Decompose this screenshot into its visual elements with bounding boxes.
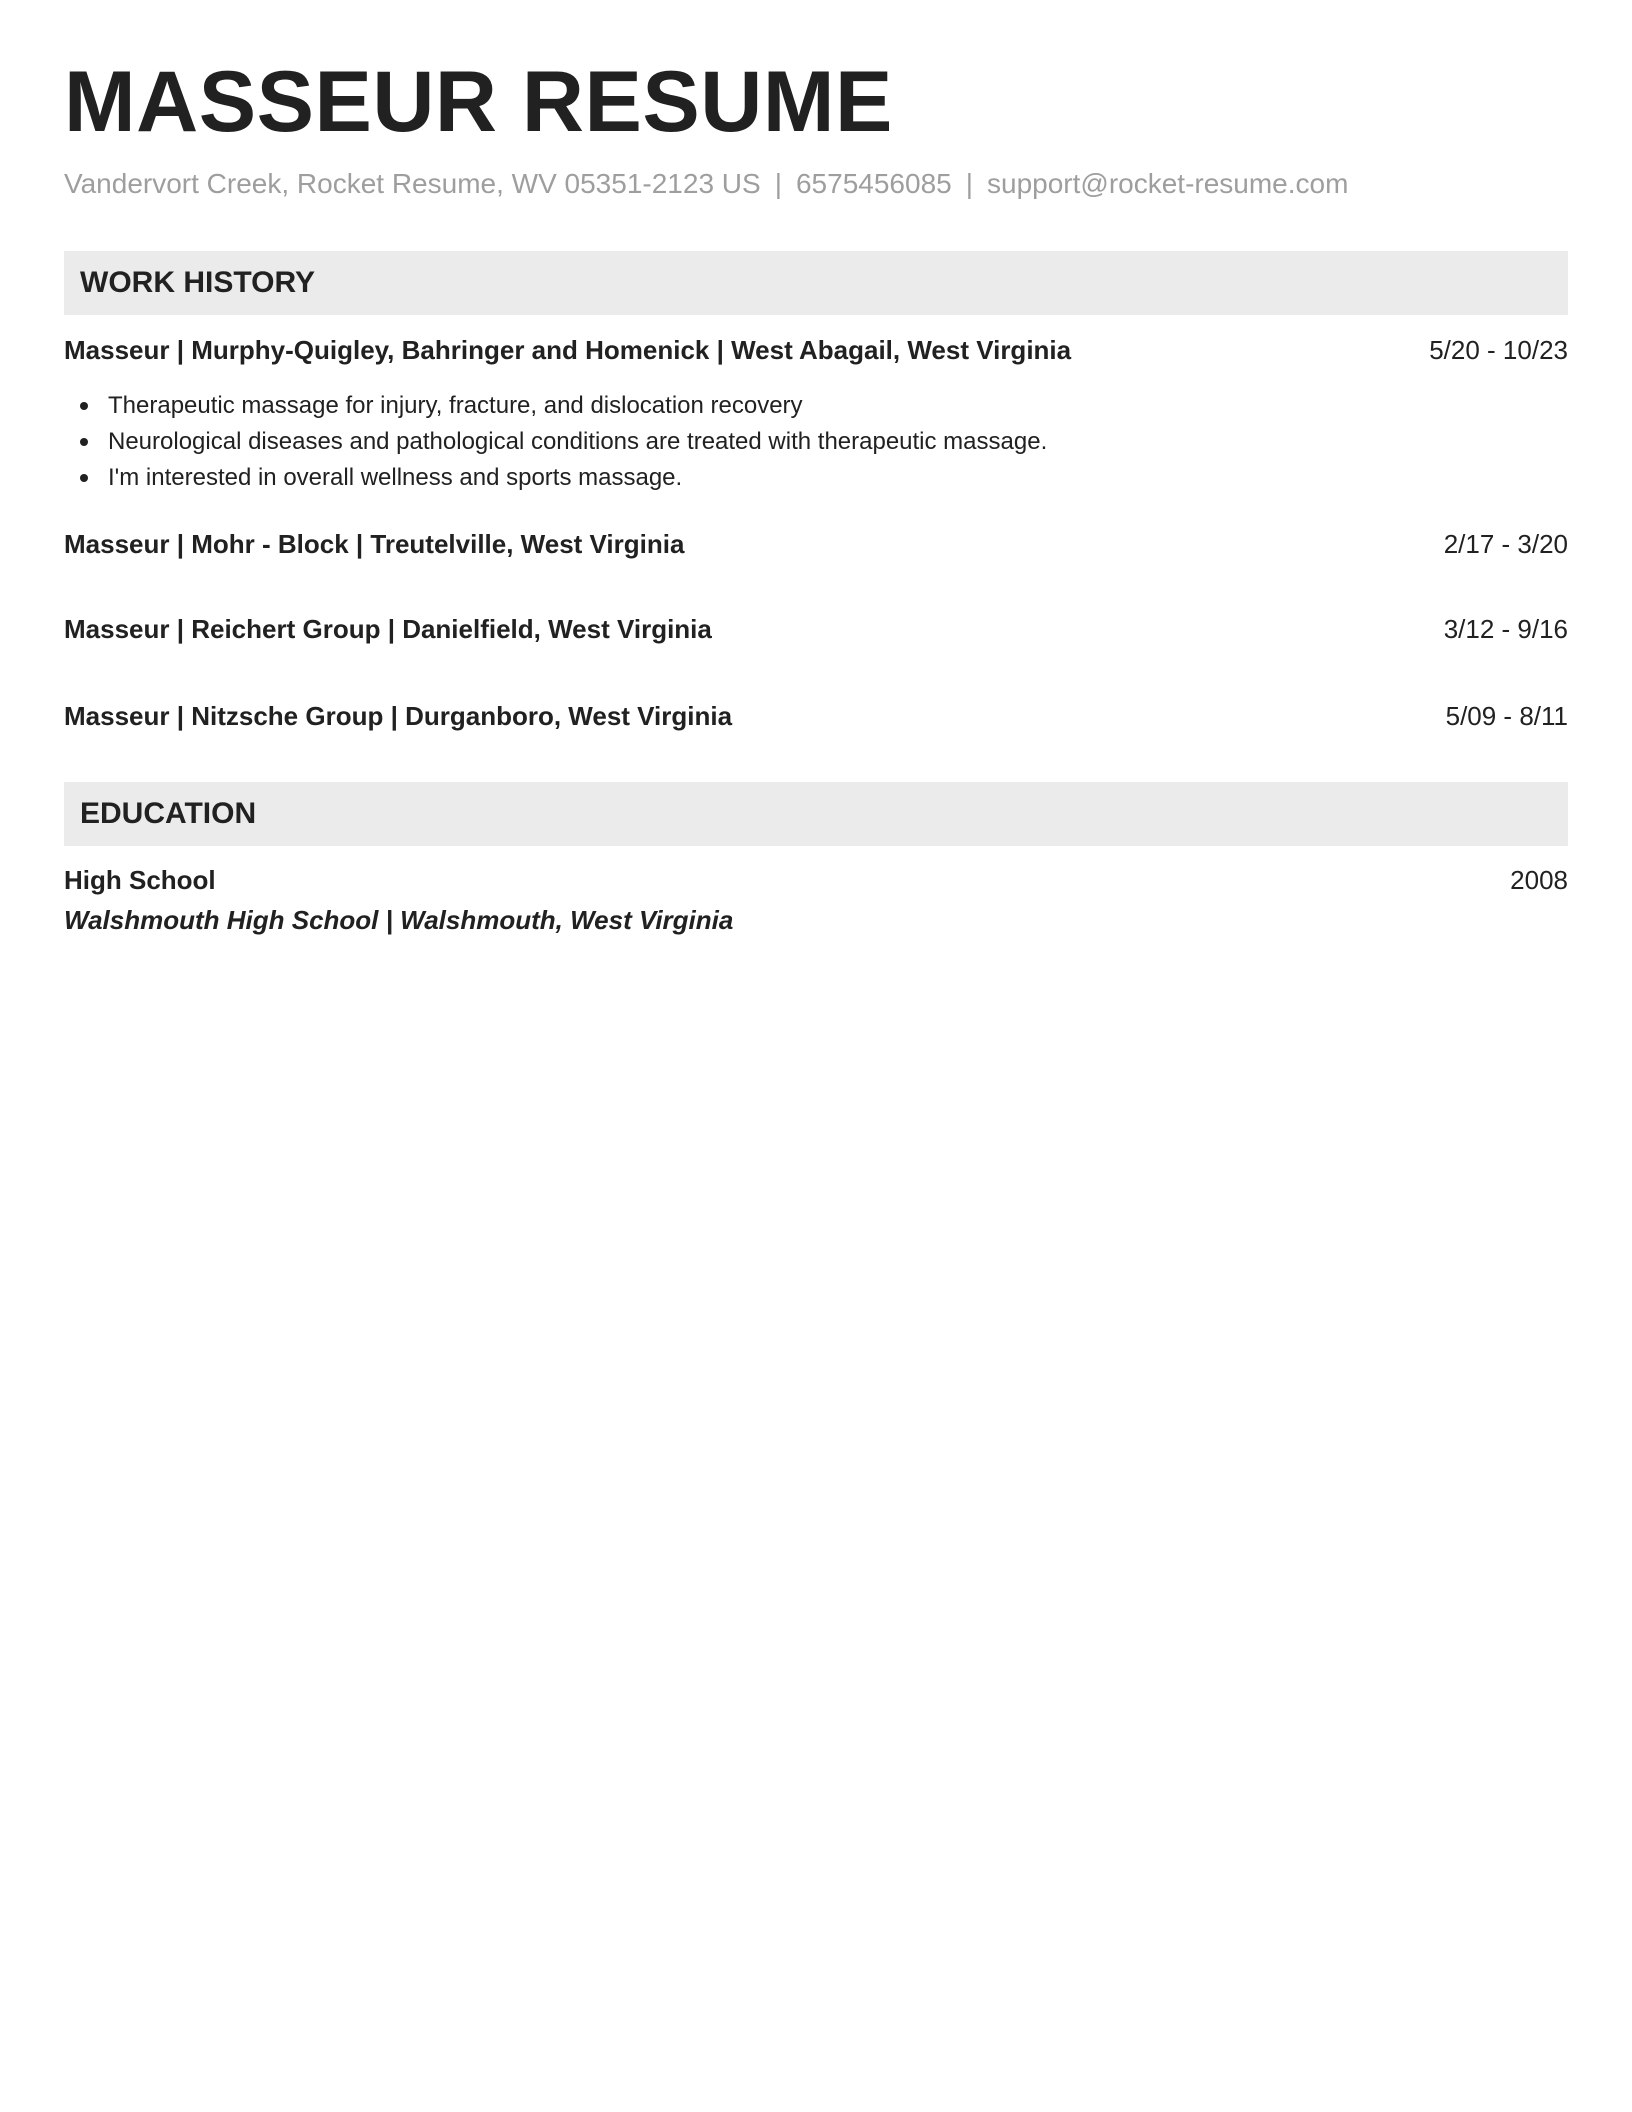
job-bullet-list [64, 388, 1047, 496]
job-title: Masseur | Reichert Group | Danielfield, West Virginia [64, 614, 712, 644]
job-bullet [64, 388, 1047, 424]
education-heading: EDUCATION [64, 782, 1568, 846]
contact-phone: 6575456085 [795, 168, 952, 199]
job-bullet [64, 424, 1047, 460]
job-title: Masseur | Mohr - Block | Treutelville, West Virginia [64, 529, 685, 559]
contact-separator: | [774, 168, 782, 199]
contact-address: Vandervort Creek, Rocket Resume, WV 05351-2123 US [64, 168, 761, 199]
bullet-icon [80, 474, 88, 482]
job-dates: 5/20 - 10/23 [1429, 335, 1568, 365]
resume-title: MASSEUR RESUME [64, 54, 893, 150]
work-history-heading: WORK HISTORY [64, 251, 1568, 315]
job-bullet [64, 460, 1047, 496]
bullet-icon [80, 402, 88, 410]
contact-line [64, 164, 1348, 204]
bullet-icon [80, 438, 88, 446]
job-dates: 5/09 - 8/11 [1445, 701, 1568, 731]
job-title: Masseur | Murphy-Quigley, Bahringer and Homenick | West Abagail, West Virginia [64, 335, 1072, 365]
job-dates: 2/17 - 3/20 [1443, 529, 1568, 559]
contact-email: support@rocket-resume.com [987, 168, 1349, 199]
job-title: Masseur | Nitzsche Group | Durganboro, West Virginia [64, 701, 733, 731]
job-bullet-text: Therapeutic massage for injury, fracture, and dislocation recovery [108, 392, 803, 419]
job-bullet-text: I'm interested in overall wellness and sports massage. [108, 464, 683, 491]
job-bullet-text: Neurological diseases and pathological conditions are treated with therapeutic massage. [108, 428, 1048, 455]
education-year: 2008 [1510, 865, 1568, 895]
education-degree: High School [64, 865, 216, 895]
job-dates: 3/12 - 9/16 [1443, 614, 1568, 644]
contact-separator: | [965, 168, 973, 199]
education-school: Walshmouth High School | Walshmouth, West Virginia [64, 905, 734, 935]
